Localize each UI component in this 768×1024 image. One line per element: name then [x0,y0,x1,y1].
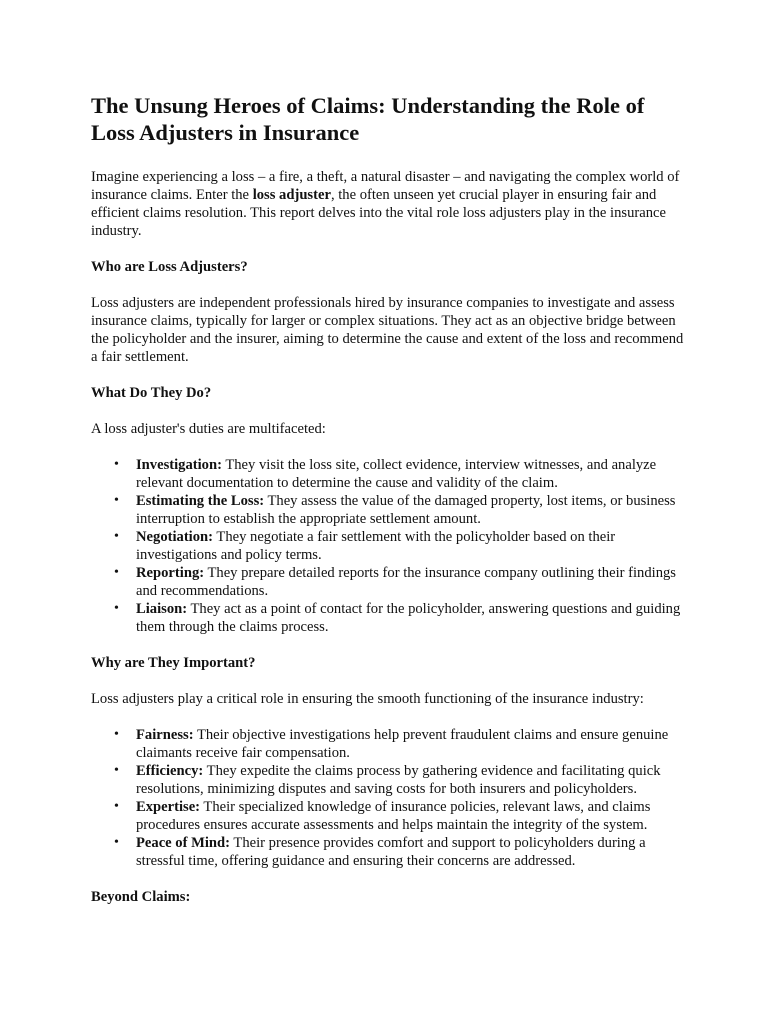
list-item [114,762,688,798]
list-item-text: They assess the value of the damaged property, lost items, or business interruption to establish the appropriate settlement amount. [136,493,676,527]
bullet-icon: • [114,529,119,544]
duties-list [91,456,688,636]
list-item [114,600,688,636]
list-item-term: Investigation: [136,457,222,473]
section-paragraph-who: Loss adjusters are independent professionals hired by insurance companies to investigate and assess insurance claims, typically for larger or complex situations. They act as an objective bridge between the policyholder and the insurer, aiming to determine the cause and extent of the loss and recommend a fair settlement. [91,295,684,365]
list-item-text: They negotiate a fair settlement with the policyholder based on their investigations and policy terms. [136,529,616,563]
section-paragraph-what: A loss adjuster's duties are multifaceted: [91,421,326,437]
list-item-term: Efficiency: [136,763,204,779]
section-heading-who: Who are Loss Adjusters? [91,259,248,275]
list-item [114,564,688,600]
list-item [114,492,688,528]
bullet-icon: • [114,493,119,508]
page-title: The Unsung Heroes of Claims: Understanding the Role of Loss Adjusters in Insurance [91,93,645,145]
section-heading-why: Why are They Important? [91,655,256,671]
list-item-term: Peace of Mind: [136,835,231,851]
list-item-text: Their objective investigations help prevent fraudulent claims and ensure genuine claimants receive fair compensation. [136,727,669,761]
list-item [114,726,688,762]
bullet-icon: • [114,565,119,580]
list-item-term: Estimating the Loss: [136,493,265,509]
section-heading-beyond: Beyond Claims: [91,889,191,905]
list-item [114,456,688,492]
section-heading-what: What Do They Do? [91,385,212,401]
list-item-term: Expertise: [136,799,201,815]
list-item-text: They expedite the claims process by gathering evidence and facilitating quick resolutions, minimizing disputes and saving costs for both insurers and policyholders. [136,763,661,797]
importance-list [91,726,688,870]
list-item-term: Liaison: [136,601,188,617]
list-item [114,834,688,870]
bullet-icon: • [114,763,119,778]
intro-text-end: , the often unseen yet crucial player in ensuring fair and efficient claims resolution. This report delves into the vital role loss adjusters play in the insurance industry. [91,187,666,239]
list-item-text: They prepare detailed reports for the insurance company outlining their findings and recommendations. [136,565,676,599]
list-item-term: Reporting: [136,565,205,581]
list-item [114,528,688,564]
list-item-text: Their specialized knowledge of insurance policies, relevant laws, and claims procedures ensures accurate assessments and helps maintain the integrity of the system. [136,799,651,833]
list-item-term: Fairness: [136,727,194,743]
section-paragraph-why: Loss adjusters play a critical role in ensuring the smooth functioning of the insurance industry: [91,691,644,707]
list-item-term: Negotiation: [136,529,214,545]
list-item-text: Their presence provides comfort and support to policyholders during a stressful time, offering guidance and ensuring their concerns are addressed. [136,835,646,869]
bullet-icon: • [114,457,119,472]
intro-text-start: Imagine experiencing a loss – a fire, a theft, a natural disaster – and navigating the complex world of insurance claims. Enter the [91,169,680,203]
bullet-icon: • [114,601,119,616]
bullet-icon: • [114,799,119,814]
list-item [114,798,688,834]
bullet-icon: • [114,727,119,742]
list-item-text: They visit the loss site, collect evidence, interview witnesses, and analyze relevant documentation to determine the cause and validity of the claim. [136,457,657,491]
intro-paragraph [91,168,688,240]
list-item-text: They act as a point of contact for the policyholder, answering questions and guiding them through the claims process. [136,601,681,635]
bullet-icon: • [114,835,119,850]
intro-bold-term: loss adjuster [252,187,331,203]
